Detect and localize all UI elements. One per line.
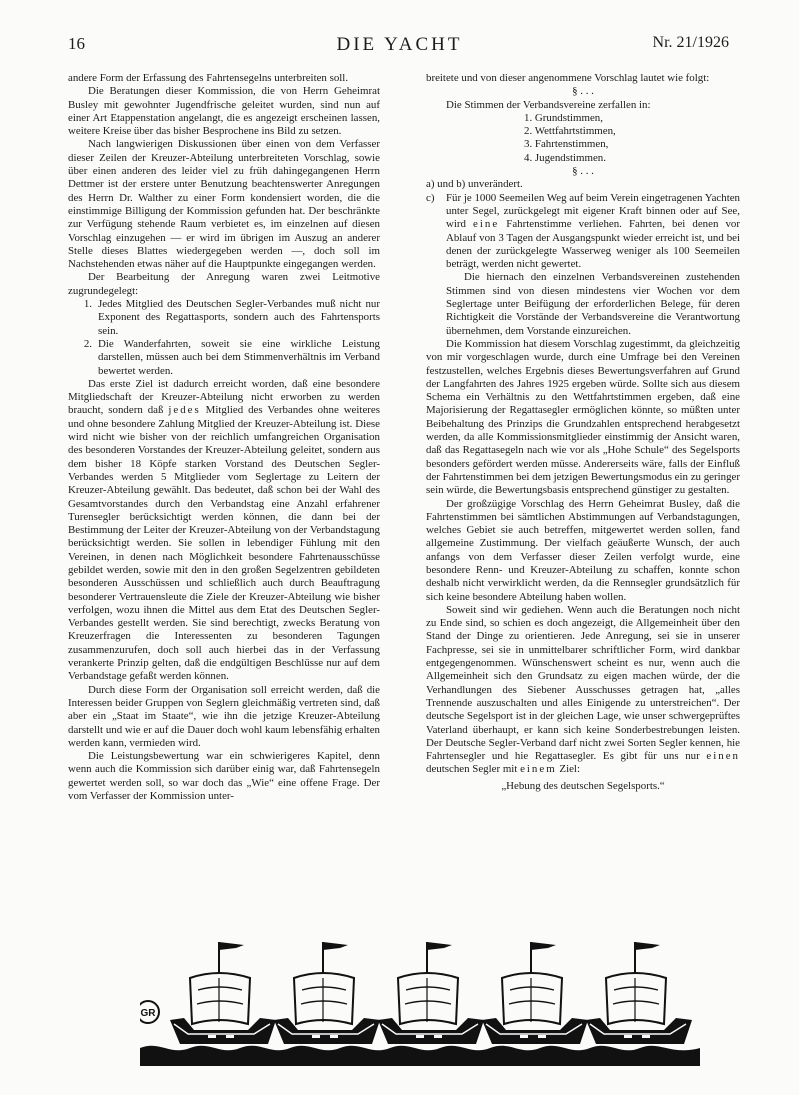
spaced-emphasis: einem (520, 763, 557, 776)
paragraph: Die Kommission hat diesem Vorschlag zugestimmt, da gleichzeitig von mir vorgeschlagen wurde, durch eine Umfrage bei den Vereinen festzustellen, welches Ergebnis dieses Bewertungsverfahren auf Grund der Langfahrten des Jahres 1925 ergeben würde. Sollte sich aus diesem Schema ein Verhältnis zu den Wettfahrtstimmen ergeben, daß eine Majorisierung der Regattasegler ermöglichen könnte, so müßten unter Beibehaltung des Prinzips die Grundzahlen entsprechend herabgesetzt werden, da alle Kommissionsmitglieder einstimmig der Ansicht waren, daß das Regattasegeln nach wie vor als „Hohe Schule“ des Segelsports besonders gefördert werden müsse. Andererseits wäre, falls der Einfluß der Fahrtenstimmen bei dem jetzigen Bewertungsmodus ein zu geringer sein würde, die Bewertungsbasis entsprechend günstiger zu gestalten. (426, 337, 740, 497)
text-run: deutschen Segler mit (426, 763, 521, 776)
text-run: Das erste Ziel ist dadurch erreicht worden, daß eine besondere Mitgliedschaft der Kreuzer-Abteilung nicht erworben zu werden braucht, sondern daß (68, 377, 380, 417)
ship-5 (586, 942, 692, 1044)
paragraph: breitete und von dieser angenommene Vorschlag lautet wie folgt: (426, 72, 710, 84)
issue-number: Nr. 21/1926 (652, 34, 729, 51)
page-number: 16 (68, 34, 85, 53)
paragraph: Der Bearbeitung der Anregung waren zwei Leitmotive zugrundegelegt: (68, 271, 380, 297)
ship-4 (482, 942, 588, 1044)
paragraph: andere Form der Erfassung des Fahrtensegelns unterbreiten soll. (68, 72, 349, 84)
list-number: 2. (83, 337, 92, 350)
text-run: Mitglied des Verbandes ohne weiteres und ohne besondere Zahlung Mitglied der Kreuzer-Abteilung ist. Diese wird nicht wie bisher von der reichlich umfangreichen Organisation des besonderen Vorstandes der Kreuzer-Abteilung geleitet, sondern aus dem bisher 18 Köpfe starken Vorstand des Deutschen Segler-Verbandes werden 5 Mitglieder vom Seglertage zu Leitern der Kreuzer-Abteilung gewählt. Das bedeutet, daß schon bei der Wahl des Gesamtvorstandes durch den Verbandstag eine Anzahl erfahrener Turensegler berücksichtigt werden können, die dann bei der Bestimmung der Leiter der Kreuzer-Abteilung von der Verbandstagung berücksichtigt werden. Sie sollen in lebendiger Fühlung mit den Vereinen, in denen nach Möglichkeit besondere Fahrtenausschüsse gebildet werden, sowie mit den in den großen Segelzentren gebildeten besonderen Ausschüssen und schließlich auch durch Beauftragung besonderer Vertrauensleute die Ziele der Kreuzer-Abteilung wie bisher verfolgen, wozu ihnen die Mittel aus dem Etat des Deutschen Segler-Verbandes gestellt werden. Sie sind berechtigt, zwecks Beratung von Kreuzerfragen die Interessenten zu besonderen Tagungen zusammenzurufen, doch soll auch hierbei das in der Verfassung verankerte Prinzip gelten, daß die endgültigen Beschlüsse nur auf dem Verbandstage gefaßt werden können. (68, 404, 380, 683)
ship-1 (170, 942, 276, 1044)
vote-list-item: 3. Fahrtenstimmen, (524, 138, 609, 151)
clause-a: a) und b) unverändert. (426, 178, 523, 191)
clause-text (446, 192, 740, 272)
vote-list-item: 2. Wettfahrtstimmen, (524, 125, 616, 138)
clause-c-subparagraph: Die hiernach den einzelnen Verbandsvereinen zustehenden Stimmen sind von diesen mindestens vier Wochen vor dem Seglertage unter Beifügung der erforderlichen Belege, für deren Richtigkeit die Vorstände der Verbandsvereine die Verantwortung übernehmen, dem Vorstande einzureichen. (446, 271, 740, 337)
vote-list-item: 1. Grundstimmen, (524, 111, 603, 124)
paragraph: Durch diese Form der Organisation soll erreicht werden, daß die Interessen beider Gruppen von Seglern gleichmäßig vertreten sind, daß aber ein „Staat im Staate“, wie ihn die jetzige Kreuzer-Abteilung darstellt und wie er auf die Dauer doch wohl kaum lebensfähig erhalten werden kann, vermieden wird. (68, 683, 380, 749)
paragraph (426, 604, 740, 777)
paragraph: Nach langwierigen Diskussionen über einen von dem Verfasser dieser Zeilen der Kreuzer-Abteilung unterbreiteten Vorschlag, sowie über einen anderen des leider viel zu früh dahingegangenen Herrn Dettmer ist der erstere unter Benutzung beachtenswerter Anregungen des Herrn Dr. Walther zu einer Form kondensiert worden, die die einstimmige Billigung der Kommission gefunden hat. Der beschränkte zur Verfügung stehende Raum verbietet es, im einzelnen auf diesen Vorschlag einzugehen — er wird im übrigen im Auszug an anderer Stelle dieses Blattes wiedergegeben werden —, doch soll im Nachstehenden etwas näher auf die Hauptpunkte eingegangen werden. (68, 138, 380, 271)
monogram-text: GR (140, 1008, 156, 1019)
text-run: Für je 1000 Seemeilen Weg auf beim Verein eingetragenen Yachten unter Segel, zurückgelegt mit eigener Kraft binnen oder auf See, wird (446, 191, 740, 231)
spaced-emphasis: eine (473, 218, 500, 231)
journal-title: DIE YACHT (336, 34, 463, 55)
ship-3 (378, 942, 484, 1044)
paragraph: Die Leistungsbewertung war ein schwierigeres Kapitel, denn wenn auch die Kommission sich darüber einig war, daß Fahrtensegeln gewertet werden soll, so war doch das „Wie“ eine offene Frage. Der vom Verfasser der Kommission unter- (68, 750, 380, 803)
clause-c (426, 192, 740, 272)
paragraph: Die Stimmen der Verbandsvereine zerfallen in: (446, 98, 651, 111)
clause-label: c) (426, 191, 435, 204)
spaced-emphasis: jedes (168, 404, 201, 417)
text-run: Fahrtenstimme verliehen. Fahrten, bei denen vor Ablauf von 3 Tagen der Ausgangspunkt wieder erreicht ist, und bei denen der zurückgelegte Wasserweg weniger als 100 Seemeilen beträgt, werden nicht gewertet. (446, 218, 740, 271)
list-item (68, 298, 380, 338)
spaced-emphasis: einen (706, 750, 740, 763)
list-item (68, 338, 380, 378)
paragraph: Der großzügige Vorschlag des Herrn Geheimrat Busley, daß die Fahrtenstimmen bei sämtlichen Abstimmungen auf Verbandstagungen, welches Gebiet sie auch betreffen, mitgewertet werden sollen, fand allgemeine Zustimmung. Der vielfach geäußerte Wunsch, der auch anfangs von dem Verfasser dieser Zeilen verfolgt wurde, eine besondere Renn- und Kreuzer-Abteilung zu schaffen, konnte schon deshalb nicht verwirklicht werden, da die Rennsegler grundsätzlich für sich keine besondere Abteilung haben wollen. (426, 497, 740, 603)
page-header (0, 34, 799, 56)
monogram-emblem (140, 1001, 159, 1023)
text-run: Ziel: (556, 763, 580, 776)
list-number: 1. (83, 298, 92, 311)
wave-band (140, 1046, 700, 1066)
section-mark: § . . . (572, 85, 594, 98)
vote-list-item: 4. Jugendstimmen. (524, 151, 606, 164)
text-run: Soweit sind wir gediehen. Wenn auch die Beratungen noch nicht zu Ende sind, so schien es doch angezeigt, die Allgemeinheit über den Stand der Dinge zu orientieren. Jede Anregung, sei sie in unserer Fachpresse, sei sie in unmittelbarer schriftlicher Form, wird dankbar entgegengenommen. Wünschenswert scheint es nur, wenn auch die Allgemeinheit sich den Grundsatz zu eigen machen würde, der die Verhandlungen des Siebener Ausschusses getragen hat, „alles Trennende auszuschalten und alles Einigende zu unterstreichen“. Der deutsche Segelsport ist in der gleichen Lage, wie unser schwergeprüftes Vaterland überhaupt, er kann sich keine Sonderbestrebungen leisten. Der Deutsche Segler-Verband darf nicht zwei Sorten Segler kennen, hie Fahrtensegler und hie Regattasegler. Es gibt für uns nur (426, 603, 740, 763)
ship-frieze-illustration (140, 932, 700, 1072)
ship-2 (274, 942, 380, 1044)
right-column (426, 72, 740, 793)
section-mark: § . . . (572, 165, 594, 178)
paragraph: Die Beratungen dieser Kommission, die von Herrn Geheimrat Busley mit gewohnter Jugendfrische geleitet wurden, sind nun auf einer Art Etappenstation angelangt, die es angezeigt erscheinen lassen, weitere Kreise über das bisher Besprochene ins Bild zu setzen. (68, 85, 380, 138)
list-text: Die Wanderfahrten, soweit sie eine wirkliche Leistung darstellen, müssen auch bei dem Stimmenverhältnis im Verband bewertet werden. (98, 337, 380, 377)
paragraph (68, 378, 380, 684)
motto: „Hebung des deutschen Segelsports.“ (501, 779, 665, 792)
left-column (68, 72, 380, 803)
list-text: Jedes Mitglied des Deutschen Segler-Verbandes muß nicht nur Exponent des Regattasports, sondern auch des Fahrtensports sein. (98, 298, 380, 337)
